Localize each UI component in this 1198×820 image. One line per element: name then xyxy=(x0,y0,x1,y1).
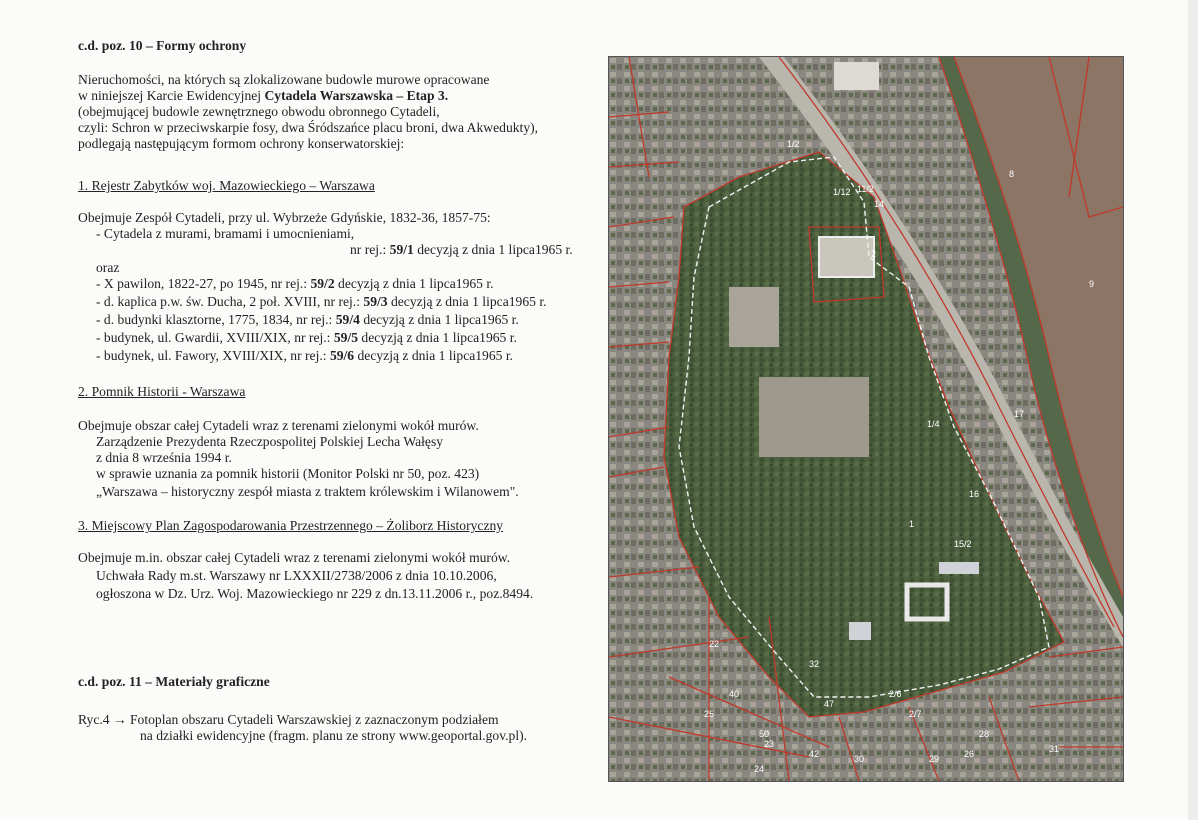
section-11-title: c.d. poz. 11 – Materiały graficzne xyxy=(78,674,270,689)
registry-item xyxy=(96,294,547,309)
registry-item xyxy=(96,330,517,345)
registry-item-decision: decyzją z dnia 1 lipca1965 r. xyxy=(359,312,519,327)
parcel-number-label: 24 xyxy=(754,764,765,774)
parade-ground xyxy=(759,377,869,457)
parcel-number-label: 1/2 xyxy=(787,139,800,149)
parcel-number-label: 22 xyxy=(709,639,720,649)
intro-line-1: Nieruchomości, na których są zlokalizowane budowle murowe opracowane xyxy=(78,72,490,87)
registry-item-decision: decyzją z dnia 1 lipca1965 r. xyxy=(387,294,547,309)
registry-item-text: - d. budynki klasztorne, 1775, 1834, nr rej.: xyxy=(96,312,336,327)
registry-item-nr: 59/2 xyxy=(310,276,335,291)
registry-item-text: - d. kaplica p.w. św. Ducha, 2 poł. XVIII, nr rej.: xyxy=(96,294,364,309)
building-small xyxy=(939,562,979,574)
intro-line-4: czyli: Schron w przeciwskarpie fosy, dwa Śródszańce placu broni, dwa Akwedukty), xyxy=(78,120,539,135)
parcel-number-label: 2/7 xyxy=(909,709,922,719)
registry-item-1: - Cytadela z murami, bramami i umocnieniami, xyxy=(96,226,355,241)
parcel-number-label: 1/4 xyxy=(927,419,940,429)
nr-rej-label: nr rej.: xyxy=(350,242,390,257)
registry-item xyxy=(96,348,513,363)
parcel-number-label: 14 xyxy=(874,199,885,209)
parcel-number-label: 23 xyxy=(764,739,775,749)
parcel-number-label: 17 xyxy=(1014,409,1025,419)
registry-item-decision: decyzją z dnia 1 lipca1965 r. xyxy=(358,330,517,345)
building-x-pavilion xyxy=(819,237,877,277)
parcel-number-label: 26 xyxy=(964,749,975,759)
parcel-number-label: 9 xyxy=(1089,279,1095,289)
building-small xyxy=(849,622,871,640)
parcel-number-label: 47 xyxy=(824,699,835,709)
monument-heading: 2. Pomnik Historii - Warszawa xyxy=(78,384,246,399)
registry-item-nr: 59/6 xyxy=(329,348,355,363)
intro-line-2 xyxy=(78,88,448,103)
registry-item-nr: 59/5 xyxy=(333,330,359,345)
parcel-number-label: 1 xyxy=(909,519,915,529)
building-north xyxy=(834,62,879,90)
parcel-number-label: 8 xyxy=(1009,169,1015,179)
parcel-number-label: 2/6 xyxy=(889,689,902,699)
parcel-number-label: 1/12 xyxy=(833,187,851,197)
registry-item-text: - X pawilon, 1822-27, po 1945, nr rej.: xyxy=(96,276,311,291)
parcel-number-label: 28 xyxy=(979,729,990,739)
registry-item-decision: decyzją z dnia 1 lipca1965 r. xyxy=(354,348,514,363)
registry-item-text: - budynek, ul. Gwardii, XVIII/XIX, nr rej.: xyxy=(96,330,334,345)
parcel-number-label: 40 xyxy=(729,689,740,699)
page-edge xyxy=(1188,0,1198,820)
registry-item-nr: 59/3 xyxy=(363,294,388,309)
monument-line-5: „Warszawa – historyczny zespół miasta z traktem królewskim i Wilanowem". xyxy=(96,484,519,499)
registry-lead: Obejmuje Zespół Cytadeli, przy ul. Wybrzeże Gdyńskie, 1832-36, 1857-75: xyxy=(78,210,491,225)
photomap-image xyxy=(609,57,1123,781)
plan-line-3: ogłoszona w Dz. Urz. Woj. Mazowieckiego nr 229 z dn.13.11.2006 r., poz.8494. xyxy=(96,586,534,601)
parcel-number-label: 16 xyxy=(969,489,980,499)
intro-line-3: (obejmującej budowle zewnętrznego obwodu obronnego Cytadeli, xyxy=(78,104,440,119)
registry-item-text: - budynek, ul. Fawory, XVIII/XIX, nr rej.: xyxy=(96,348,330,363)
intro-karta-name: Cytadela Warszawska – Etap 3. xyxy=(264,88,449,103)
monument-line-1: Obejmuje obszar całej Cytadeli wraz z terenami zielonymi wokół murów. xyxy=(78,418,479,433)
plan-line-2: Uchwała Rady m.st. Warszawy nr LXXXII/2738/2006 z dnia 10.10.2006, xyxy=(96,568,497,583)
cadastral-photomap xyxy=(608,56,1124,782)
figure-caption-line-1 xyxy=(78,712,499,727)
parcel-number-label: 42 xyxy=(809,749,820,759)
nr-rej-decision: decyzją z dnia 1 lipca1965 r. xyxy=(413,242,573,257)
parcel-number-label: 15/2 xyxy=(954,539,972,549)
section-10-title: c.d. poz. 10 – Formy ochrony xyxy=(78,38,247,53)
parcel-number-label: 11/2 xyxy=(857,184,874,194)
registry-item xyxy=(96,276,494,291)
plan-heading: 3. Miejscowy Plan Zagospodarowania Przestrzennego – Żoliborz Historyczny xyxy=(78,518,504,533)
registry-oraz: oraz xyxy=(96,260,120,275)
parcel-number-label: 32 xyxy=(809,659,820,669)
monument-line-2: Zarządzenie Prezydenta Rzeczpospolitej Polskiej Lecha Wałęsy xyxy=(96,434,444,449)
registry-item xyxy=(96,312,519,327)
parcel-number-label: 2 xyxy=(871,249,877,259)
parcel-number-label: 30 xyxy=(854,754,865,764)
parcel-number-label: 50 xyxy=(759,729,770,739)
monument-line-4: w sprawie uznania za pomnik historii (Monitor Polski nr 50, poz. 423) xyxy=(96,466,480,481)
parcel-number-label: 25 xyxy=(704,709,715,719)
figure-ref: Ryc.4 xyxy=(78,712,110,727)
intro-line-5: podlegają następującym formom ochrony konserwatorskiej: xyxy=(78,136,405,151)
right-arrow-icon: → xyxy=(112,712,127,727)
monument-line-3: z dnia 8 września 1994 r. xyxy=(96,450,232,465)
nr-rej-value: 59/1 xyxy=(389,242,414,257)
registry-item-1-nr xyxy=(350,242,573,257)
registry-item-nr: 59/4 xyxy=(335,312,360,327)
registry-heading: 1. Rejestr Zabytków woj. Mazowieckiego – Warszawa xyxy=(78,178,375,193)
plan-line-1: Obejmuje m.in. obszar całej Cytadeli wraz z terenami zielonymi wokół murów. xyxy=(78,550,511,565)
registry-item-decision: decyzją z dnia 1 lipca1965 r. xyxy=(334,276,494,291)
figure-caption-text: Fotoplan obszaru Cytadeli Warszawskiej z zaznaczonym podziałem xyxy=(129,712,499,727)
intro-line-2-text: w niniejszej Karcie Ewidencyjnej xyxy=(78,88,265,103)
parcel-number-label: 31 xyxy=(1049,744,1060,754)
parcel-number-label: 29 xyxy=(929,754,940,764)
figure-caption-line-2: na działki ewidencyjne (fragm. planu ze strony www.geoportal.gov.pl). xyxy=(140,728,528,743)
clearing xyxy=(729,287,779,347)
